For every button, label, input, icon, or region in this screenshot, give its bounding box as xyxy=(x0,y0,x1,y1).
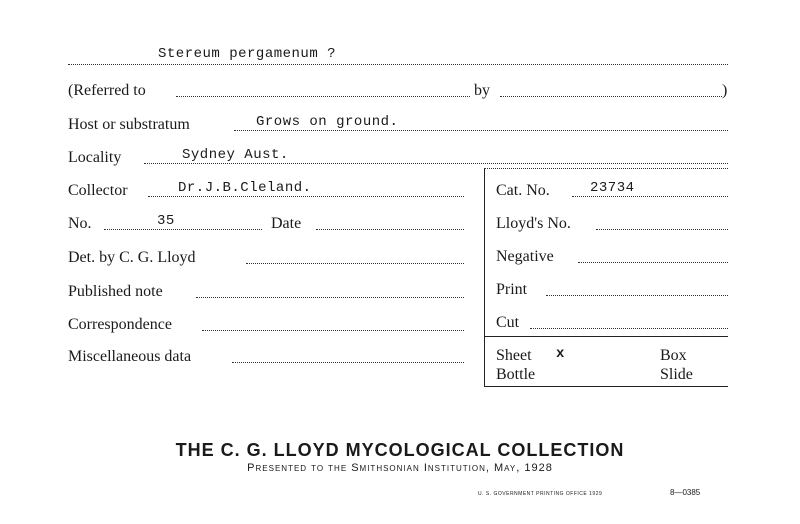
miscellaneous-data-line xyxy=(232,362,464,363)
bottle-label: Bottle xyxy=(496,366,536,383)
print-line xyxy=(546,295,728,296)
no-label: No. xyxy=(68,215,92,232)
cat-no-value: 23734 xyxy=(590,180,635,196)
published-note-line xyxy=(196,297,464,298)
lloyds-no-label: Lloyd's No. xyxy=(496,215,571,232)
by-label: by xyxy=(474,82,490,99)
negative-line xyxy=(578,262,728,263)
cat-no-line xyxy=(572,196,728,197)
close-paren: ) xyxy=(722,82,728,99)
collector-line xyxy=(148,196,464,197)
name-line xyxy=(68,64,728,65)
lloyds-no-line xyxy=(596,229,728,230)
box-label: Box xyxy=(660,347,687,364)
published-note-label: Published note xyxy=(68,283,163,300)
slide-label: Slide xyxy=(660,366,693,383)
form-code: 8—0385 xyxy=(670,488,701,497)
cut-line xyxy=(530,328,728,329)
collection-title: THE C. G. LLOYD MYCOLOGICAL COLLECTION xyxy=(175,440,625,460)
storage-divider xyxy=(484,336,728,337)
locality-line xyxy=(144,163,728,164)
date-line xyxy=(316,229,464,230)
catalog-box-bottom-border xyxy=(484,386,728,387)
collector-label: Collector xyxy=(68,182,128,199)
det-by-label: Det. by C. G. Lloyd xyxy=(68,249,196,266)
collection-subtitle: Presented to the Smithsonian Institution, May, 1928 xyxy=(247,462,553,474)
host-label: Host or substratum xyxy=(68,116,190,133)
collector-value: Dr.J.B.Cleland. xyxy=(178,180,312,196)
print-label: Print xyxy=(496,281,528,298)
correspondence-label: Correspondence xyxy=(68,316,172,333)
locality-value: Sydney Aust. xyxy=(182,147,289,163)
printer-imprint: U. S. GOVERNMENT PRINTING OFFICE 1929 xyxy=(478,491,603,497)
no-value: 35 xyxy=(157,213,175,229)
referred-to-line xyxy=(176,96,470,97)
cat-no-label: Cat. No. xyxy=(496,182,550,199)
correspondence-line xyxy=(202,330,464,331)
by-line xyxy=(500,96,722,97)
cut-label: Cut xyxy=(496,314,520,331)
det-by-line xyxy=(246,263,464,264)
miscellaneous-data-label: Miscellaneous data xyxy=(68,348,192,365)
catalog-box-left-border xyxy=(484,168,485,386)
sheet-mark: x xyxy=(556,346,565,362)
catalog-box-top-border xyxy=(484,168,728,169)
negative-label: Negative xyxy=(496,248,554,265)
specimen-name: Stereum pergamenum ? xyxy=(158,46,337,62)
sheet-label: Sheet xyxy=(496,347,532,364)
date-label: Date xyxy=(271,215,302,232)
host-value: Grows on ground. xyxy=(256,114,399,130)
referred-to-label: (Referred to xyxy=(68,82,146,99)
locality-label: Locality xyxy=(68,149,122,166)
no-line xyxy=(104,229,262,230)
host-line xyxy=(234,130,728,131)
